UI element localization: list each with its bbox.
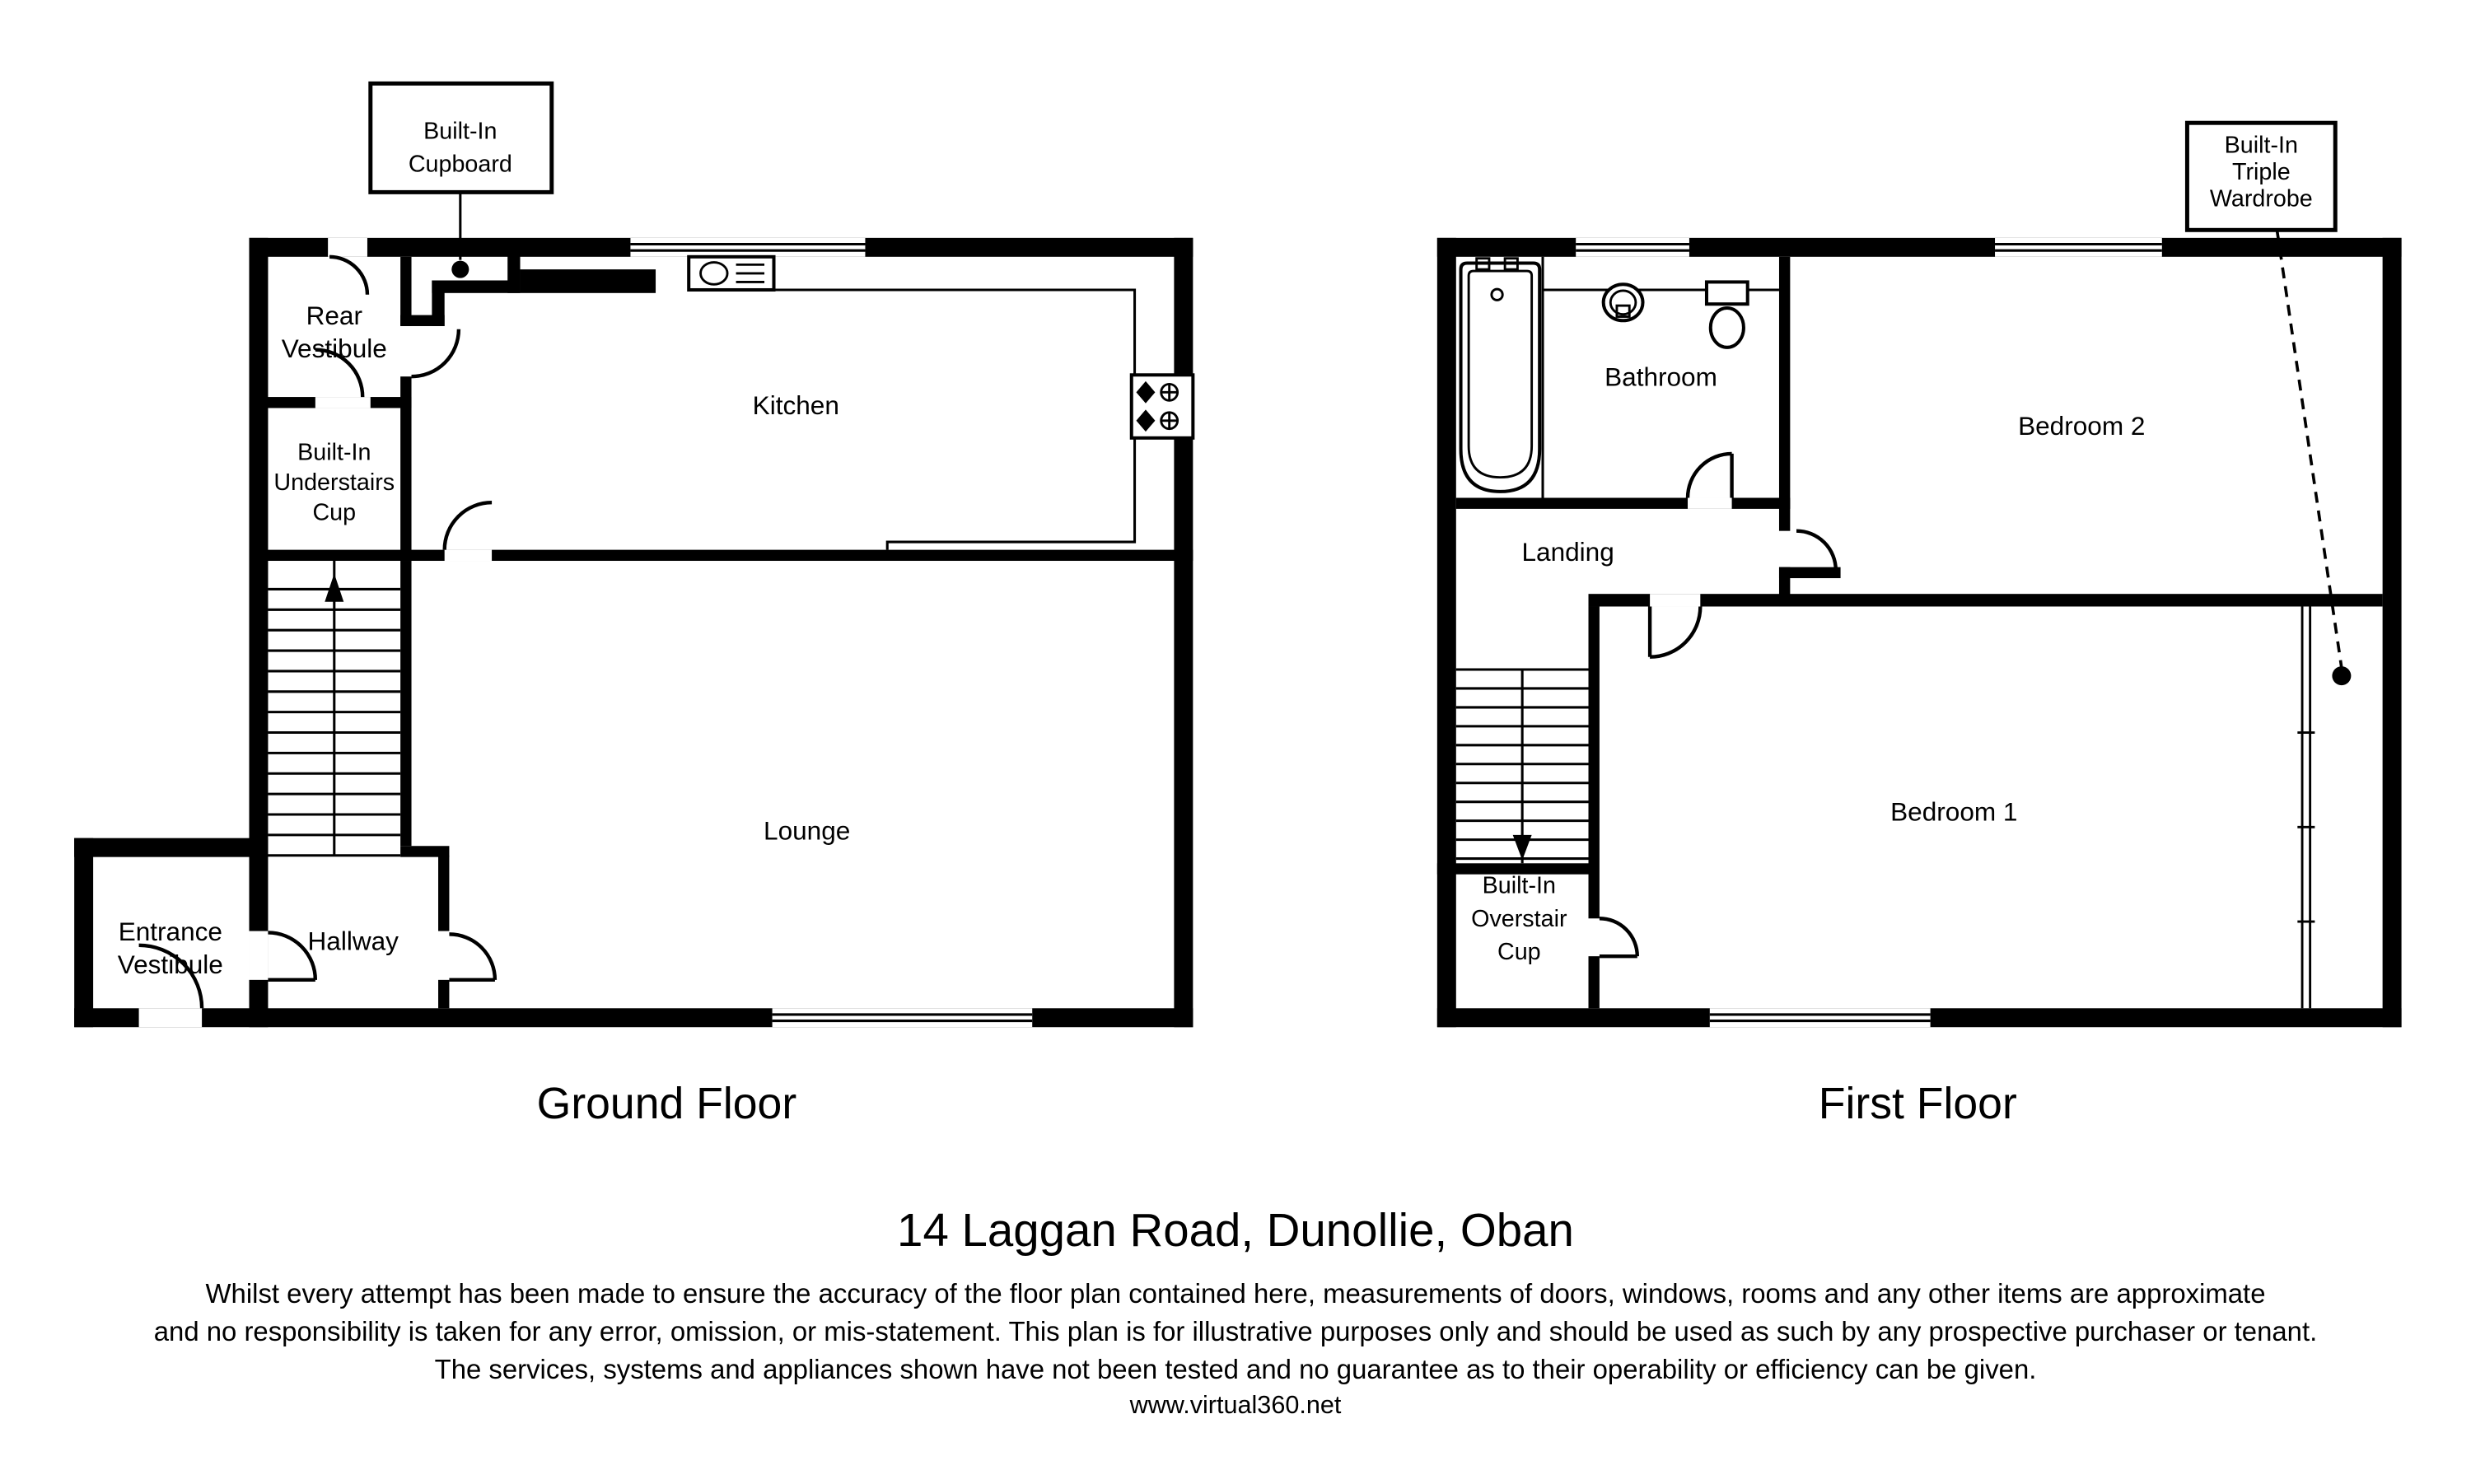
g-wall-vestibule-right-lower (400, 376, 411, 408)
first-openings (1576, 238, 2162, 1027)
wardrobe-ticks (2297, 733, 2315, 922)
label-understairs-3: Cup (312, 499, 357, 526)
f-wall-cupboard-right-lower (1589, 956, 1600, 1008)
f-bedroom1-window-opening (1710, 1008, 1931, 1027)
first-floor-caption: First Floor (1818, 1080, 2017, 1129)
cupboard-callout-line1: Built-In (423, 118, 497, 145)
bathtub-outer (1461, 263, 1540, 491)
f-window-panes (1576, 245, 2162, 1021)
g-hall-vestibule-door-opening (249, 931, 268, 980)
first-door-arcs (1600, 454, 1836, 956)
g-front-door-opening (139, 1008, 203, 1027)
g-lounge-window-opening (773, 1008, 1033, 1027)
wardrobe-location-dot (2332, 666, 2351, 685)
f-wall-bathroom-bottom (1456, 497, 1791, 508)
g-window-panes (630, 245, 1032, 1021)
website-link: www.virtual360.net (1129, 1390, 1342, 1419)
g-understairs-door-opening (315, 397, 371, 408)
label-overstair-1: Built-In (1482, 872, 1556, 899)
wardrobe-callout-line3: Wardrobe (2209, 185, 2313, 212)
ground-stairs (268, 561, 400, 856)
ground-walls (74, 238, 1193, 1027)
hallway-lounge-door-arc (449, 934, 494, 979)
overstair-cupboard-door-arc (1600, 918, 1637, 956)
cupboard-callout-line2: Cupboard (408, 151, 512, 178)
bathroom-door-arc (1688, 454, 1732, 498)
disclaimer-line3: The services, systems and appliances shown have not been tested and no guarantee as to their operability or efficiency can be given. (434, 1353, 2037, 1384)
g-kitchen-door-opening (445, 550, 492, 561)
bedroom2-door-arc (1796, 531, 1836, 571)
label-entrance-vestibule-2: Vestibule (117, 950, 223, 980)
property-title: 14 Laggan Road, Dunollie, Oban (897, 1204, 1574, 1257)
first-stairs (1456, 670, 1589, 863)
g-wall-ext-top (74, 838, 268, 857)
vestibule-kitchen-door-arc (412, 329, 459, 376)
hob-unit (1132, 375, 1193, 438)
f-bathroom-door-opening (1688, 497, 1732, 508)
f-wall-left (1437, 238, 1456, 1027)
label-overstair-2: Overstair (1471, 905, 1567, 932)
label-rear-vestibule-2: Vestibule (281, 334, 387, 364)
label-entrance-vestibule-1: Entrance (118, 917, 222, 947)
kitchen-door-arc (445, 502, 492, 549)
label-kitchen: Kitchen (752, 390, 839, 421)
f-bathroom-window-opening (1576, 238, 1689, 257)
toilet-bowl (1711, 308, 1744, 348)
f-bedroom1-door-opening (1650, 594, 1700, 606)
label-bathroom: Bathroom (1605, 362, 1717, 392)
g-wall-cupboard-right-stub (507, 250, 520, 293)
disclaimer-line1: Whilst every attempt has been made to ensure the accuracy of the floor plan contained here, measurements of doors, windows, rooms and any other items are approximate (205, 1278, 2266, 1309)
wardrobe-callout-line2: Triple (2231, 159, 2291, 186)
ground-floor-plan (74, 83, 1193, 1128)
f-wall-right (2383, 238, 2402, 1027)
g-stair-up-arrow (325, 573, 343, 601)
label-bedroom2: Bedroom 2 (2018, 410, 2146, 441)
label-bedroom1: Bedroom 1 (1890, 796, 2018, 827)
f-wall-bedroom1-top (1589, 594, 2383, 606)
g-wall-middle (249, 550, 1193, 561)
toilet-cistern (1707, 282, 1748, 304)
g-wall-left (249, 238, 268, 1027)
label-overstair-3: Cup (1497, 938, 1541, 965)
wardrobe-callout-line1: Built-In (2224, 132, 2298, 159)
g-wall-stairs-right (400, 561, 411, 846)
g-kitchen-worktop-block (521, 269, 656, 293)
rear-door-arc (329, 257, 367, 295)
first-walls (1437, 238, 2402, 1027)
g-wall-stairs-stub (400, 846, 449, 856)
label-understairs-2: Understairs (273, 469, 395, 496)
label-landing: Landing (1521, 537, 1614, 567)
ground-room-labels (118, 301, 850, 1128)
label-understairs-1: Built-In (297, 439, 371, 466)
g-wall-cupboard-bottom (432, 281, 520, 293)
cupboard-location-dot (451, 261, 469, 278)
g-wall-ext-left (74, 838, 93, 1028)
label-lounge: Lounge (764, 815, 851, 846)
f-wall-bathroom-right (1779, 257, 1790, 531)
ground-floor-caption: Ground Floor (536, 1080, 797, 1129)
g-wall-hallway-right-lower (438, 980, 449, 1008)
g-kitchen-window-opening (630, 238, 865, 257)
label-rear-vestibule-1: Rear (306, 301, 362, 331)
wardrobe-front-lines (2302, 606, 2310, 1008)
wardrobe (2297, 606, 2315, 1008)
footer-text (154, 1204, 2318, 1419)
bedroom1-door-arc (1650, 606, 1700, 656)
g-wall-understairs-right (400, 408, 411, 561)
f-wall-bedroom2-jog-stub (1779, 567, 1790, 607)
f-bedroom2-window-opening (1995, 238, 2162, 257)
f-wall-cupboard-right-upper (1589, 606, 1600, 918)
g-wall-right (1174, 238, 1193, 1027)
g-wall-hallway-right-upper (438, 856, 449, 931)
first-floor-plan (1437, 123, 2402, 1128)
disclaimer-line2: and no responsibility is taken for any error, omission, or mis-statement. This plan is for illustrative purposes only and should be used as such by any prospective purchaser or tenant. (153, 1315, 2318, 1346)
ground-openings (139, 238, 1033, 1027)
g-rear-door-opening (328, 238, 367, 257)
f-stair-down-arrow (1513, 835, 1532, 861)
label-hallway: Hallway (307, 926, 399, 956)
